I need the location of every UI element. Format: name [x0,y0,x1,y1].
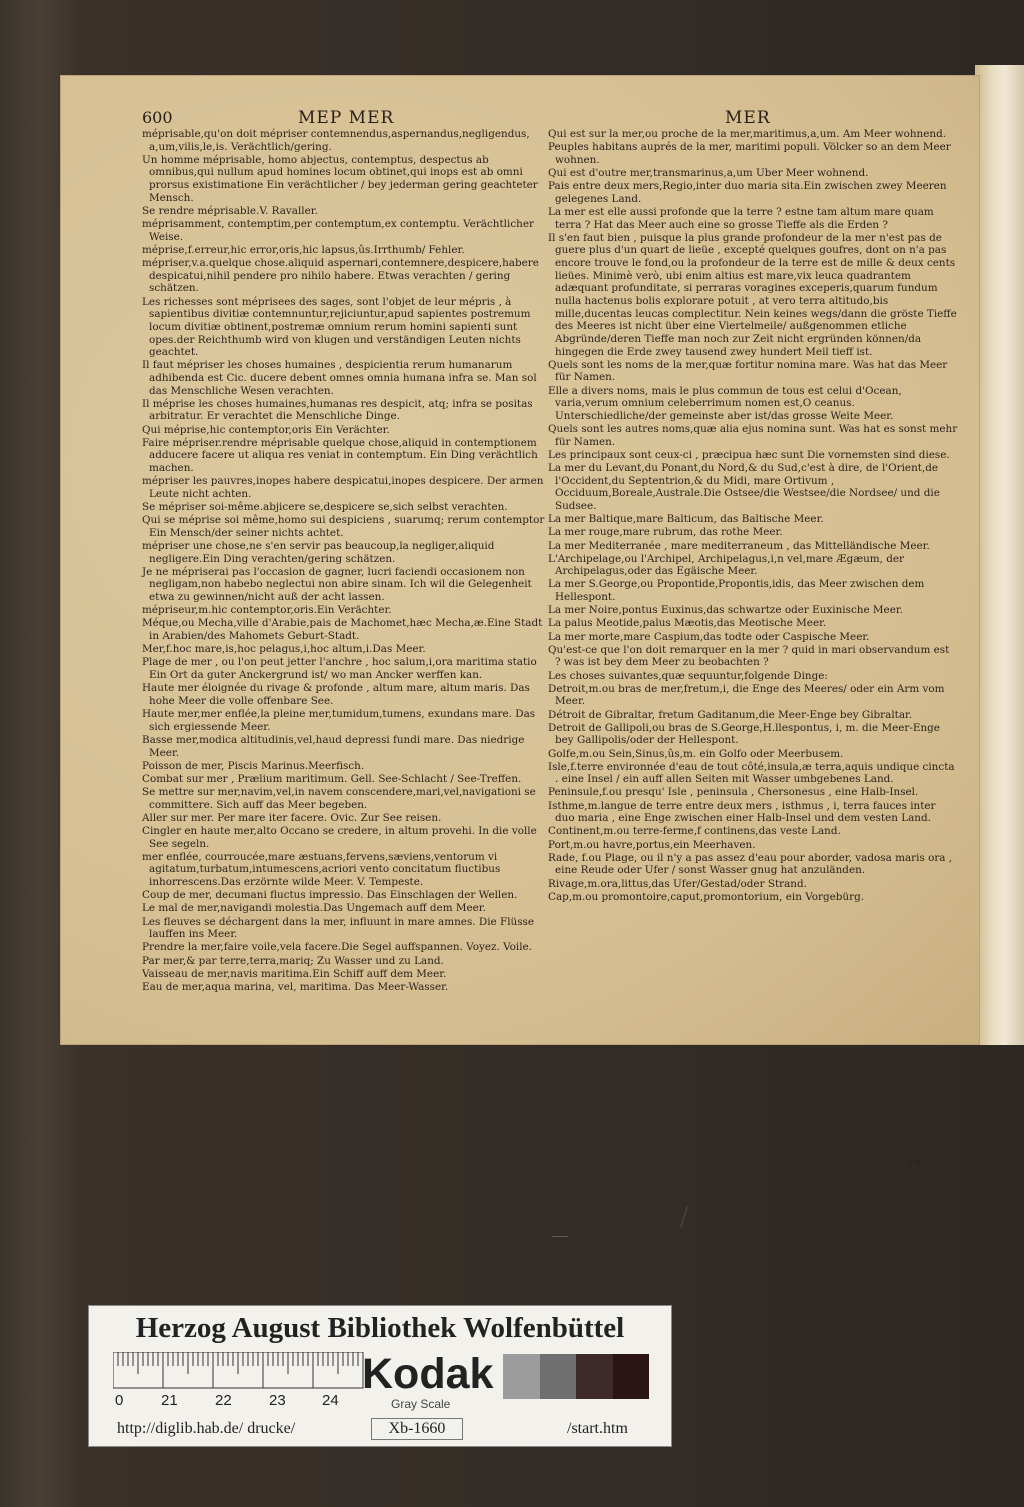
dictionary-entry: Qui méprise,hic contemptor,oris Ein Verächter. [142,423,390,436]
dictionary-entry: Méque,ou Mecha,ville d'Arabie,pais de Machomet,hæc Mecha,æ.Eine Stadt in Arabien/des Mahomets Geburt-Stadt. [142,617,543,643]
dictionary-entry: Les choses suivantes,quæ sequuntur,folgende Dinge: [548,669,828,682]
ruler-number: 0 [115,1392,124,1409]
dictionary-entry: Détroit de Gibraltar, fretum Gaditanum,die Meer-Enge bey Gibraltar. [548,708,913,721]
page-number: 600 [142,108,173,127]
ruler-number: 24 [322,1392,339,1409]
dictionary-entry: mépriseur,m.hic contemptor,oris.Ein Verächter. [142,604,392,617]
dictionary-entry: Faire mépriser.rendre méprisable quelque chose,aliquid in contemptionem adducere facere ut aliqua res veniat in contemptum. Ein Ding verächtlich machen. [142,436,538,475]
right-column [548,128,958,904]
dictionary-entry: mépriser les pauvres,inopes habere despicatui,inopes despicere. Der armen Leute nicht achten. [142,475,544,500]
facing-page-edge [975,65,1024,1045]
dictionary-entry: Se mettre sur mer,navim,vel,in navem conscendere,mari,vel,navigationi se committere. Sich auff das Meer begeben. [142,785,536,811]
dictionary-entry: Qui se méprise soi même,homo sui despiciens , suarumq; rerum contemptor Ein Mensch/der seiner nichts achtet. [142,514,545,539]
dictionary-entry: Par mer,& par terre,terra,mariq; Zu Wasser und zu Land. [142,954,444,967]
dictionary-entry: Il s'en faut bien , puisque la plus grande profondeur de la mer n'est pas de guere plus d'un quart de lieüe , excepté quelques goufres, dont on n'a pas encore trouve le fond,ou la profondeur de la terre est de mille & deux cents lieües. Minimè verò, ubi enim altius est mare,vix leuca quadrantem adæquant profunditate, si perraras voragines exceperis,quarum fundum nulla hactenus bolis explorare potuit , at vero terra altitudo,bis mille,ducentas leucas complectitur. Nein keines wegs/dann die gröste Tieffe des Meeres ist nicht über eine Viertelmeile/ außgenommen etliche Abgründe/deren Tieffe man noch zur Zeit nicht ergründen können/da hingegen die Erde zwey tausend zwey hundert Meil tieff ist. [548,231,957,358]
dictionary-entry: Vaisseau de mer,navis maritima.Ein Schiff auff dem Meer. [142,967,447,980]
dictionary-entry: Rivage,m.ora,littus,das Ufer/Gestad/oder Strand. [548,877,807,890]
running-head-right: MER [725,108,771,128]
dictionary-entry: La mer Mediterranée , mare mediterraneum , das Mittelländische Meer. [548,539,930,552]
dictionary-entry: Haute mer éloignée du rivage & profonde , altum mare, altum maris. Das hohe Meer die volle offenbare See. [142,682,530,707]
dictionary-entry: méprisamment, contemptim,per contemptum,ex contemptu. Verächtlicher Weise. [142,218,534,243]
dictionary-entry: Se rendre méprisable.V. Ravaller. [142,204,318,217]
shelfmark: Xb-1660 [371,1418,463,1440]
ruler-number: 22 [215,1392,232,1409]
dictionary-entry: mépriser,v.a.quelque chose.aliquid aspernari,contemnere,despicere,habere despicatui,nihil pendere pro nihilo habere. Etwas verachten / gering schätzen. [142,257,539,295]
dictionary-entry: Pais entre deux mers,Regio,inter duo maria sita.Ein zwischen zwey Meeren gelegenes Land. [548,180,947,205]
dictionary-entry: Golfe,m.ou Sein,Sinus,ûs,m. ein Golfo oder Meerbusem. [548,747,844,760]
library-name: Herzog August Bibliothek Wolfenbüttel [135,1312,625,1344]
dictionary-entry: Eau de mer,aqua marina, vel, maritima. Das Meer-Wasser. [142,980,449,993]
dictionary-entry: Plage de mer , ou l'on peut jetter l'anchre , hoc salum,i,ora maritima statio Ein Ort da guter Anckergrund ist/ wo man Ancker werffen kan. [142,656,537,682]
dictionary-entry: Le mal de mer,navigandi molestia.Das Ungemach auff dem Meer. [142,902,486,915]
url-suffix: /start.htm [567,1420,628,1437]
dictionary-entry: La mer Noire,pontus Euxinus,das schwartze oder Euxinische Meer. [548,604,903,617]
catchword: Pa- [908,1157,925,1169]
gray-scale-swatches [503,1354,649,1399]
dictionary-entry: Peninsule,f.ou presqu' Isle , peninsula , Chersonesus , eine Halb-Insel. [548,786,919,799]
gray-swatch [613,1354,650,1399]
gray-swatch [503,1354,540,1399]
dictionary-entry: La mer est elle aussi profonde que la terre ? estne tam altum mare quam terra ? Hat das Meer auch eine so grosse Tieffe als die Erden ? [548,205,934,231]
dictionary-entry: Haute mer,mer enflée,la pleine mer,tumidum,tumens, exundans mare. Das sich ergiessende Meer. [142,708,536,733]
ink-mark [552,1236,568,1237]
dictionary-entry: Elle a divers noms, mais le plus commun de tous est celui d'Ocean, varia,verum omnium celeberrimum nomen est,O ceanus. Unterschiedliche/der gemeinste aber ist/das grosse Weite Meer. [548,384,902,422]
gray-swatch [576,1354,613,1399]
dictionary-entry: Cap,m.ou promontoire,caput,promontorium, ein Vorgebürg. [548,890,865,903]
dictionary-entry: La mer Baltique,mare Balticum, das Baltische Meer. [548,513,824,526]
dictionary-entry: mer enflée, courroucée,mare æstuans,fervens,sæviens,ventorum vi agitatum,turbatum,intumescens,acriori vento concitatum fluctibus inhorrescens.Das erzörnte wilde Meer. V. Tempeste. [142,850,501,889]
dictionary-entry: Les fleuves se déchargent dans la mer, influunt in mare amnes. Die Flüsse lauffen ins Meer. [142,915,535,941]
dictionary-entry: La palus Meotide,palus Mæotis,das Meotische Meer. [548,617,827,630]
dictionary-entry: Un homme méprisable, homo abjectus, contemptus, despectus ab omnibus,qui nullum apud homines locum obtinet,qui inops est ab omni prorsus existimatione Ein verächtlicher / bey jederman gering geachteter Mensch. [142,153,538,204]
gray-scale-label: Gray Scale [391,1397,451,1411]
dictionary-entry: méprise,f.erreur,hic error,oris,hic lapsus,ûs.Irrthumb/ Fehler. [142,243,465,256]
library-scan-card [88,1305,672,1447]
gray-swatch [540,1354,577,1399]
dictionary-entry: L'Archipelage,ou l'Archipel, Archipelagus,i,n vel,mare Ægæum, der Archipelagus,oder das Egäische Meer. [548,552,905,578]
dictionary-entry: La mer morte,mare Caspium,das todte oder Caspische Meer. [548,630,870,643]
url-prefix: http://diglib.hab.de/ drucke/ [117,1420,296,1437]
dictionary-entry: La mer S.George,ou Propontide,Propontis,idis, das Meer zwischen dem Hellespont. [548,578,925,604]
dictionary-entry: Rade, f.ou Plage, ou il n'y a pas assez d'eau pour aborder, vadosa maris ora , eine Reude oder Ufer / sonst Wasser gnug hat anzuländen. [548,851,953,877]
dictionary-entry: Il faut mépriser les choses humaines , despicientia rerum humanarum adhibenda est Cic. ducere debent omnes omnia humana infra se. Man sol das Menschliche Wesen verachten. [142,359,537,397]
ruler-number: 23 [269,1392,286,1409]
dictionary-entry: Je ne mépriserai pas l'occasion de gagner, lucri faciendi occasionem non negligam,non habebo neglectui non abire sinam. Ich wil die Gelegenheit etwa zu gewinnen/nicht auß der acht lassen. [142,565,532,604]
dictionary-entry: Prendre la mer,faire voile,vela facere.Die Segel auffspannen. Voyez. Voile. [142,941,532,954]
dictionary-entry: Quels sont les autres noms,quæ alia ejus nomina sunt. Was hat es sonst mehr für Namen. [548,423,958,448]
dictionary-entry: Isthme,m.langue de terre entre deux mers , isthmus , i, terra fauces inter duo maria , eine Enge zwischen einer Halb-Insel und dem vesten Land. [548,799,936,825]
dictionary-entry: Detroit,m.ou bras de mer,fretum,i, die Enge des Meeres/ oder ein Arm vom Meer. [548,682,945,708]
card-url-row [89,1416,671,1442]
dictionary-entry: Se mépriser soi-même.abjicere se,despicere se,sich selbst verachten. [142,501,508,514]
dictionary-entry: Peuples habitans auprés de la mer, maritimi populi. Völcker so an dem Meer wohnen. [548,141,951,166]
dictionary-entry: Quels sont les noms de la mer,quæ fortitur nomina mare. Was hat das Meer für Namen. [548,358,948,384]
ruler-number: 21 [161,1392,178,1409]
dictionary-entry: Qui est sur la mer,ou proche de la mer,maritimus,a,um. Am Meer wohnend. [548,128,947,140]
dictionary-entry: Combat sur mer , Prælium maritimum. Gell. See-Schlacht / See-Treffen. [142,772,522,785]
dictionary-entry: Poisson de mer, Piscis Marinus.Meerfisch. [142,759,365,772]
dictionary-entry: méprisable,qu'on doit mépriser contemnendus,aspernandus,negligendus, a,um,vilis,le,is. Verächtlich/gering. [142,128,530,153]
dictionary-entry: La mer rouge,mare rubrum, das rothe Meer. [548,526,783,539]
dictionary-entry: mépriser une chose,ne s'en servir pas beaucoup,la negliger,aliquid negligere.Ein Ding verachten/gering schätzen. [142,540,495,565]
dictionary-entry: Isle,f.terre environnée d'eau de tout côté,insula,æ terra,aquis undique cincta . eine Insel / ein auff allen Seiten mit Wasser umbgebenes Land. [548,760,955,786]
dictionary-entry: Qui est d'outre mer,transmarinus,a,um Uber Meer wohnend. [548,166,869,179]
kodak-logo: Kodak [362,1350,494,1398]
dictionary-entry: Basse mer,modica altitudinis,vel,haud depressi fundi mare. Das niedrige Meer. [142,733,525,759]
dictionary-entry: Aller sur mer. Per mare iter facere. Ovic. Zur See reisen. [142,811,442,824]
dictionary-entry: Continent,m.ou terre-ferme,f continens,das veste Land. [548,825,841,838]
dictionary-entry: La mer du Levant,du Ponant,du Nord,& du Sud,c'est à dire, de l'Orient,de l'Occident,du Septentrion,& du Midi, mare Ortivum , Occiduum,Boreale,Australe.Die Ostsee/die Westsee/die Nordsee/ und die Sudsee. [548,462,940,513]
left-column [142,128,552,994]
dictionary-entry: Coup de mer, decumani fluctus impressio. Das Einschlagen der Wellen. [142,889,518,902]
dictionary-entry: Les richesses sont méprisees des sages, sont l'objet de leur mépris , à sapientibus divitiæ contemnuntur,rejiciuntur,apud sapientes postremum locum divitiæ obtinent,postremæ omnium rerum homini sapienti sunt opes.der Reichthumb wird von klugen und verständigen Leuten nichts geachtet. [142,295,531,359]
dictionary-entry: Il méprise les choses humaines,humanas res despicit, atq; infra se positas arbitratur. Er verachtet die Menschliche Dinge. [142,397,533,423]
dictionary-entry: Cingler en haute mer,alto Occano se credere, in altum provehi. In die volle See segeln. [142,824,537,850]
running-head-left: MEP MER [298,108,395,128]
dictionary-entry: Mer,f.hoc mare,is,hoc pelagus,i,hoc altum,i.Das Meer. [142,643,426,656]
dictionary-entry: Les principaux sont ceux-ci , præcipua hæc sunt Die vornemsten sind diese. [548,448,950,461]
dictionary-entry: Detroit de Gallipoli,ou bras de S.George,H.llespontus, i, m. die Meer-Enge bey Gallipolis/oder der Hellespont. [548,721,940,747]
dictionary-entry: Port,m.ou havre,portus,ein Meerhaven. [548,838,756,851]
dictionary-entry: Qu'est-ce que l'on doit remarquer en la mer ? quid in mari observandum est ? was ist bey dem Meer zu beobachten ? [548,643,950,669]
